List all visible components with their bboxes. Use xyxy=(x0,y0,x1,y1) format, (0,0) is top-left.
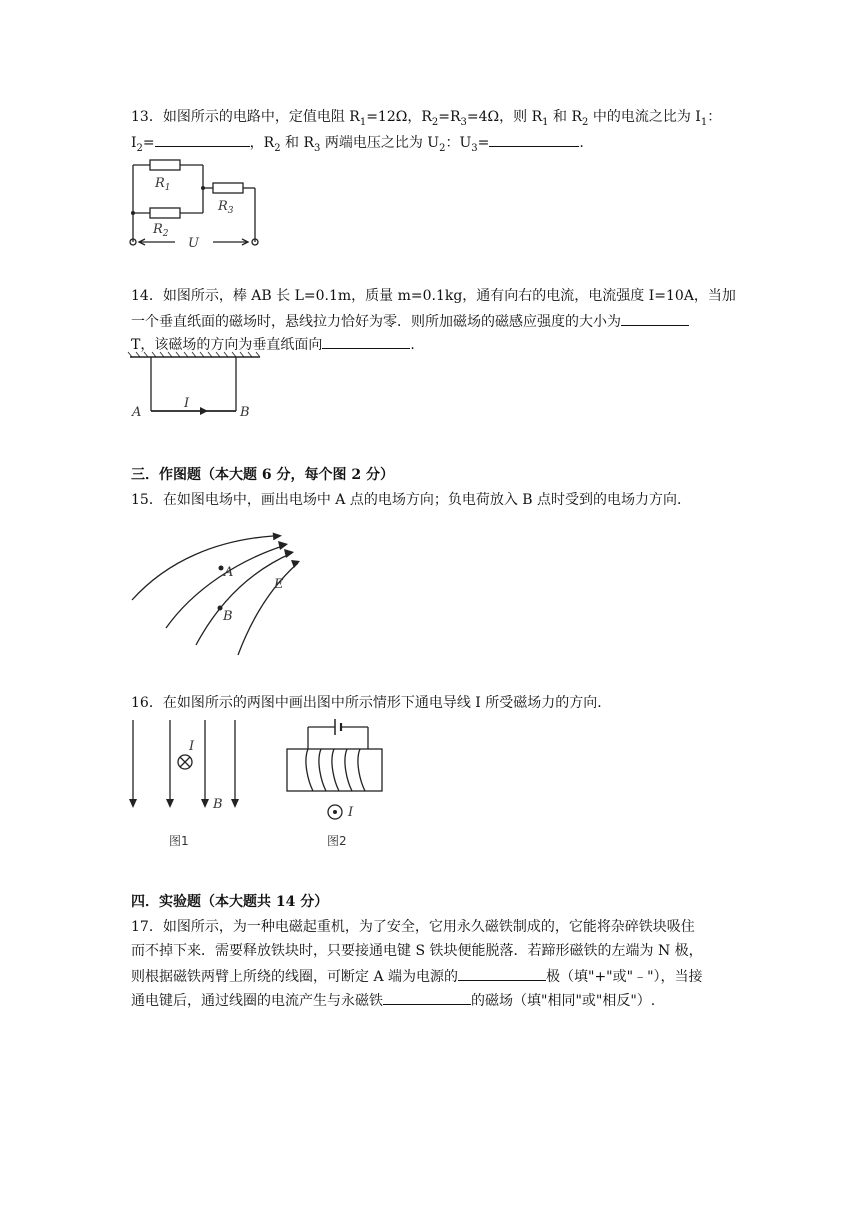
label-b: B xyxy=(223,609,233,624)
label-a: A xyxy=(224,565,234,580)
answer-blank-field-strength[interactable] xyxy=(621,310,689,326)
q14-line2: 一个垂直纸面的磁场时，悬线拉力恰好为零．则所加磁场的磁感应强度的大小为 xyxy=(131,310,689,332)
q17-line2: 而不掉下来．需要释放铁块时，只要接通电键 S 铁块便能脱落．若蹄形磁铁的左端为 N 极， xyxy=(131,943,703,959)
magnetic-field-figure-1 xyxy=(125,715,255,855)
label-i: I xyxy=(348,805,354,820)
q15-text: 15．在如图电场中，画出电场中 A 点的电场方向；负电荷放入 B 点时受到的电场力方向． xyxy=(131,492,692,508)
label-i: I xyxy=(189,739,195,754)
point-b xyxy=(218,606,223,611)
label-r1: $R_1$ xyxy=(155,176,171,193)
resistor-r3 xyxy=(213,183,243,193)
answer-blank-terminal[interactable] xyxy=(458,965,546,981)
q13-line1: 13．如图所示的电路中，定值电阻 $R_1=12\Omega$，$R_2=R_3=4\Omega$，则 $R_1$ 和 $R_2$ 中的电流之比为 $I_1$： xyxy=(131,109,722,128)
q14-line3: T，该磁场的方向为垂直纸面向 . xyxy=(131,333,415,355)
electric-field-diagram xyxy=(128,520,303,660)
label-u: U xyxy=(188,236,199,251)
answer-blank-current-ratio[interactable] xyxy=(155,131,250,147)
label-b: B xyxy=(240,405,250,420)
answer-blank-field-relation[interactable] xyxy=(383,989,471,1005)
rod-diagram xyxy=(128,352,268,427)
figure-1-caption: 图1 xyxy=(169,834,189,848)
label-a: A xyxy=(132,405,142,420)
answer-blank-voltage-ratio[interactable] xyxy=(489,131,579,147)
resistor-r1 xyxy=(150,160,180,170)
q17-line4: 通电键后，通过线圈的电流产生与永磁铁 的磁场（填"相同"或"相反"）. xyxy=(131,989,655,1011)
label-r2: $R_2$ xyxy=(153,222,169,239)
answer-blank-field-direction[interactable] xyxy=(322,333,410,349)
solenoid-figure-2 xyxy=(283,715,393,855)
q17-line1: 17．如图所示，为一种电磁起重机，为了安全，它用永久磁铁制成的，它能将杂碎铁块吸住 xyxy=(131,919,695,935)
point-a xyxy=(219,566,224,571)
q17-line3: 则根据磁铁两臂上所绕的线圈，可断定 A 端为电源的 极（填"+"或"﹣"），当接 xyxy=(131,965,703,987)
q16-text: 16．在如图所示的两图中画出图中所示情形下通电导线 I 所受磁场力的方向． xyxy=(131,695,612,711)
circuit-diagram xyxy=(125,155,265,255)
label-b: B xyxy=(213,797,223,812)
section-4-heading: 四．实验题（本大题共 14 分） xyxy=(131,894,329,910)
q13-line2: $I_2=$ ，$R_2$ 和 $R_3$ 两端电压之比为 $U_2$：$U_3=$ . xyxy=(131,131,584,153)
label-i: I xyxy=(184,396,190,411)
section-3-heading: 三．作图题（本大题 6 分，每个图 2 分） xyxy=(131,467,394,483)
iron-core xyxy=(287,749,382,791)
label-e: E xyxy=(274,577,284,592)
figure-2-caption: 图2 xyxy=(327,834,347,848)
resistor-r2 xyxy=(150,208,180,218)
q14-line1: 14．如图所示，棒 AB 长 L=0.1m，质量 m=0.1kg，通有向右的电流，电流强度 I=10A，当加 xyxy=(131,288,736,304)
label-r3: $R_3$ xyxy=(218,199,234,216)
